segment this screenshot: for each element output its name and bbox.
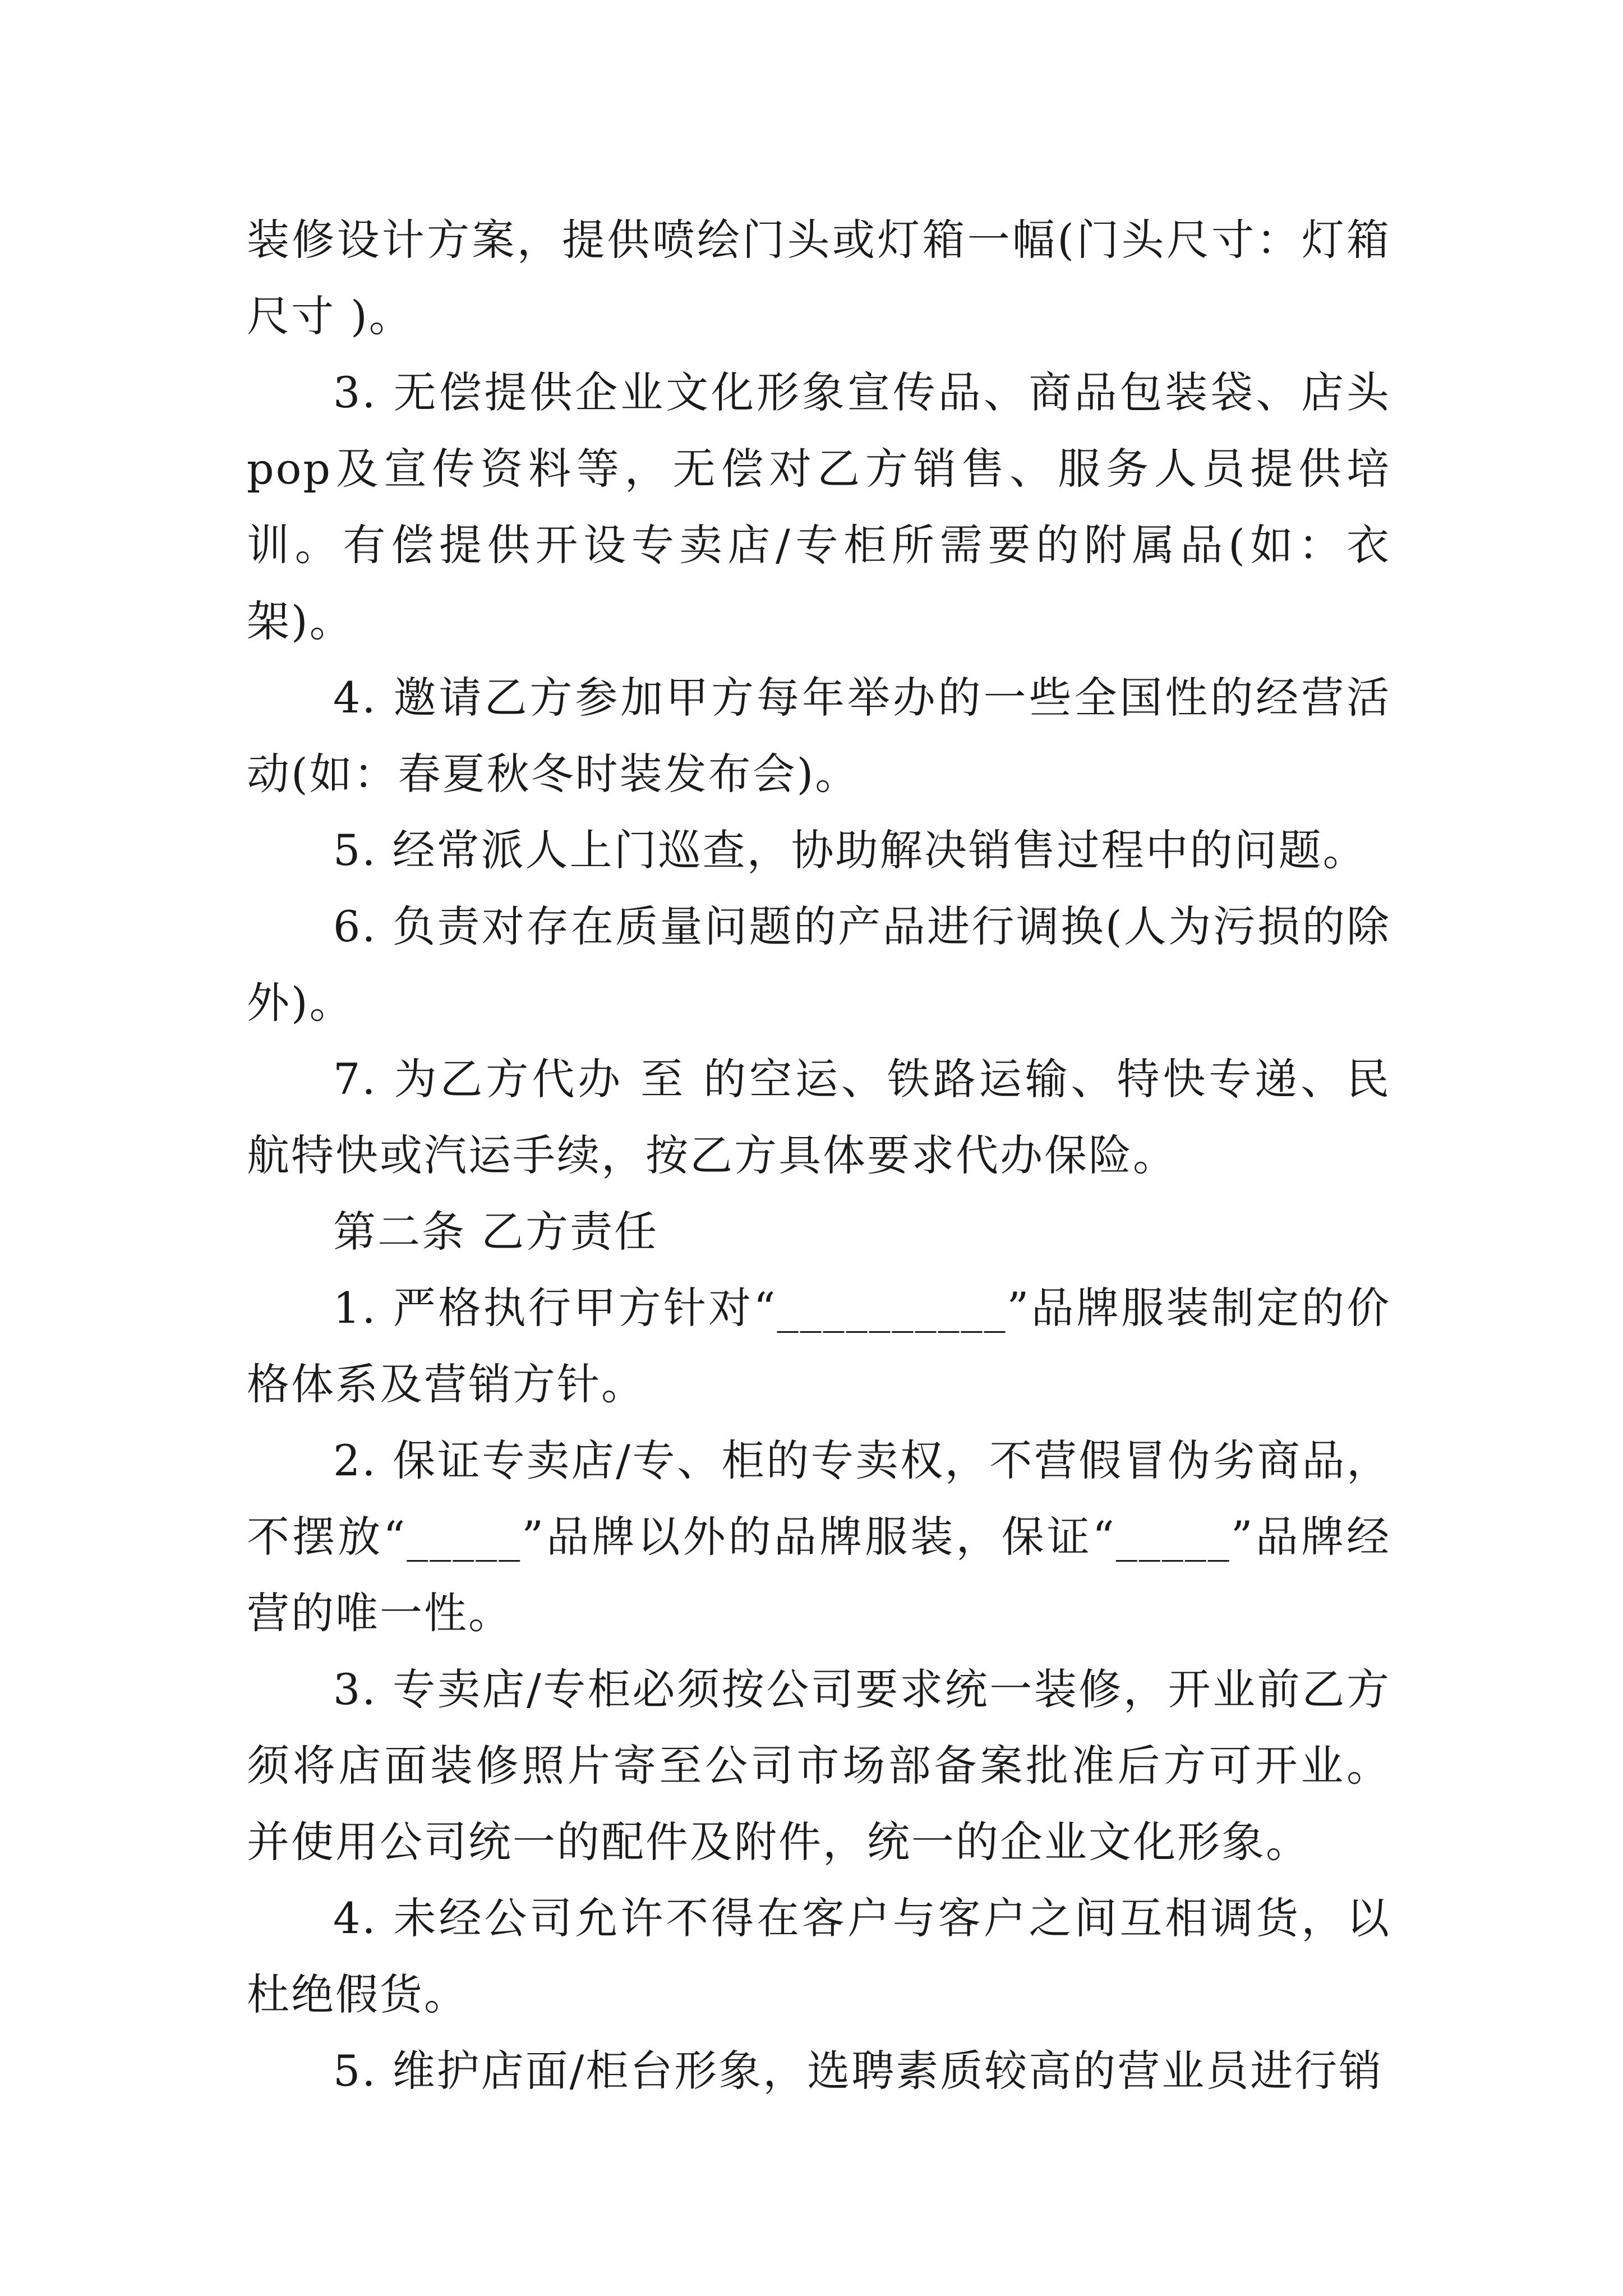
paragraph: 3. 无偿提供企业文化形象宣传品、商品包装袋、店头pop及宣传资料等，无偿对乙方销售、服务人员提供培训。有偿提供开设专卖店/专柜所需要的附属品(如：衣架)。 — [247, 367, 1391, 646]
paragraph: 2. 保证专卖店/专、柜的专卖权，不营假冒伪劣商品，不摆放“_____”品牌以外的品牌服装，保证“_____”品牌经营的唯一性。 — [247, 1435, 1391, 1638]
paragraph: 5. 维护店面/柜台形象，选聘素质较高的营业员进行销 — [333, 2046, 1384, 2096]
section-heading: 第二条 乙方责任 — [333, 1207, 659, 1257]
paragraph: 3. 专卖店/专柜必须按公司要求统一装修，开业前乙方须将店面装修照片寄至公司市场部备案批准后方可开业。并使用公司统一的配件及附件，统一的企业文化形象。 — [247, 1664, 1391, 1867]
paragraph: 5. 经常派人上门巡查，协助解决销售过程中的问题。 — [333, 825, 1367, 875]
paragraph: 1. 严格执行甲方针对“__________”品牌服装制定的价格体系及营销方针。 — [247, 1283, 1391, 1409]
paragraph: 4. 未经公司允许不得在客户与客户之间互相调货，以杜绝假货。 — [247, 1893, 1391, 2019]
paragraph: 7. 为乙方代办 至 的空运、铁路运输、特快专递、民航特快或汽运手续，按乙方具体要求代办保险。 — [247, 1054, 1391, 1180]
paragraph: 6. 负责对存在质量问题的产品进行调换(人为污损的除外)。 — [247, 901, 1391, 1028]
paragraph: 4. 邀请乙方参加甲方每年举办的一些全国性的经营活动(如：春夏秋冬时装发布会)。 — [247, 673, 1391, 799]
paragraph: 装修设计方案，提供喷绘门头或灯箱一幅(门头尺寸：灯箱尺寸 )。 — [247, 215, 1391, 341]
document-body — [247, 202, 1391, 2109]
